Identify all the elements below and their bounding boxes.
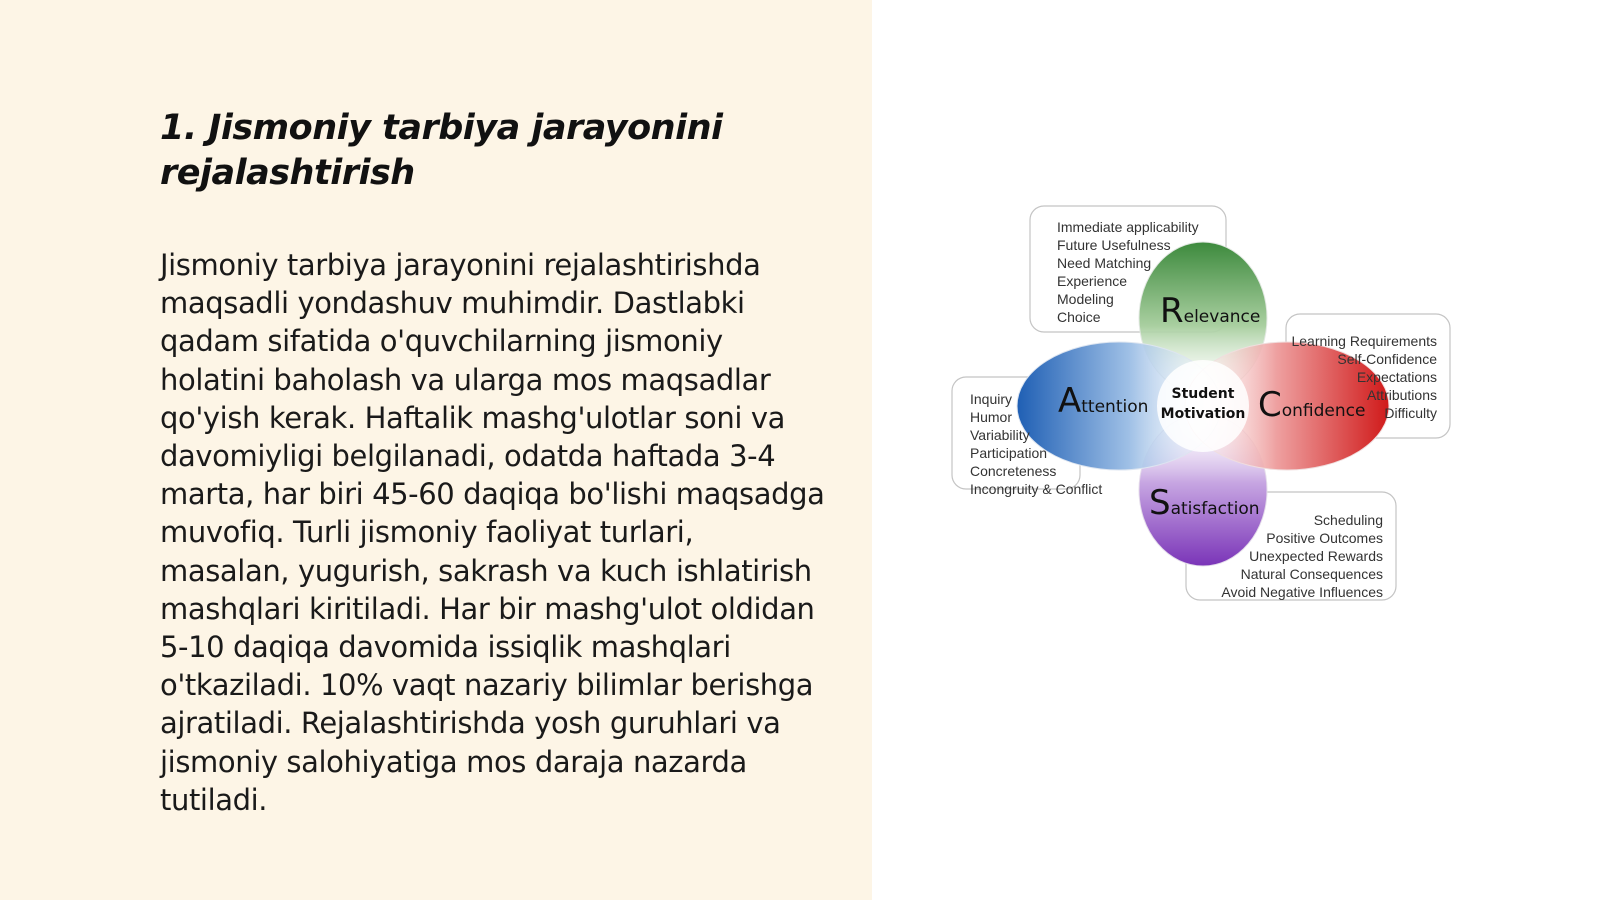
slide-body-text: Jismoniy tarbiya jarayonini rejalashtirishda maqsadli yondashuv muhimdir. Dastlabki qadam sifatida o'quvchilarning jismoniy holatini baholash va ularga mos maqsadlar qo'yish kerak. Haftalik mashg'ulotlar soni va davomiyligi belgilanadi, odatda haftada 3-4 marta, har biri 45-60 daqiqa bo'lishi maqsadga muvofiq. Turli jismoniy faoliyat turlari, masalan, yugurish, sakrash va kuch ishlatirish mashqlari kiritiladi. Har bir mashg'ulot oldidan 5-10 daqiqa davomida issiqlik mashqlari o'tkaziladi. 10% vaqt nazariy bilimlar berishga ajratiladi. Rejalashtirishda yosh guruhlari va jismoniy salohiyatiga mos daraja nazarda tutiladi. xyxy=(160,248,825,817)
relevance-item: Immediate applicability xyxy=(1057,219,1199,235)
attention-item: Inquiry xyxy=(970,391,1013,407)
satisfaction-item: Unexpected Rewards xyxy=(1249,548,1383,564)
diagram-svg xyxy=(940,200,1460,620)
confidence-item: Learning Requirements xyxy=(1291,333,1437,349)
confidence-item: Expectations xyxy=(1356,369,1437,385)
center-label-line1: Student xyxy=(1171,386,1235,402)
arcs-motivation-diagram xyxy=(940,200,1460,620)
relevance-item: Experience xyxy=(1057,273,1128,289)
attention-rest: ttention xyxy=(1081,397,1149,417)
confidence-item: Difficulty xyxy=(1384,405,1437,421)
attention-item: Participation xyxy=(970,445,1048,461)
satisfaction-item: Natural Consequences xyxy=(1240,566,1383,582)
slide-title: 1. Jismoniy tarbiya jarayonini rejalashtirish xyxy=(160,108,723,193)
confidence-initial: C xyxy=(1258,385,1282,425)
confidence-rest: onfidence xyxy=(1281,401,1366,421)
relevance-item: Future Usefulness xyxy=(1057,237,1171,253)
relevance-initial: R xyxy=(1160,291,1184,331)
satisfaction-initial: S xyxy=(1149,483,1171,523)
attention-item: Concreteness xyxy=(970,463,1057,479)
attention-item: Incongruity & Conflict xyxy=(970,481,1103,497)
relevance-item: Need Matching xyxy=(1057,255,1152,271)
relevance-item: Modeling xyxy=(1057,291,1114,307)
relevance-item: Choice xyxy=(1057,309,1101,325)
confidence-item: Attributions xyxy=(1366,387,1437,403)
attention-initial: A xyxy=(1058,381,1082,421)
satisfaction-rest: atisfaction xyxy=(1170,499,1260,519)
satisfaction-item: Avoid Negative Influences xyxy=(1221,584,1383,600)
confidence-item: Self-Confidence xyxy=(1337,351,1437,367)
attention-item: Variability xyxy=(970,427,1030,443)
satisfaction-item: Scheduling xyxy=(1313,512,1383,528)
center-label-line2: Motivation xyxy=(1160,406,1246,422)
relevance-rest: elevance xyxy=(1183,307,1261,327)
attention-item: Humor xyxy=(970,409,1013,425)
satisfaction-item: Positive Outcomes xyxy=(1266,530,1383,546)
